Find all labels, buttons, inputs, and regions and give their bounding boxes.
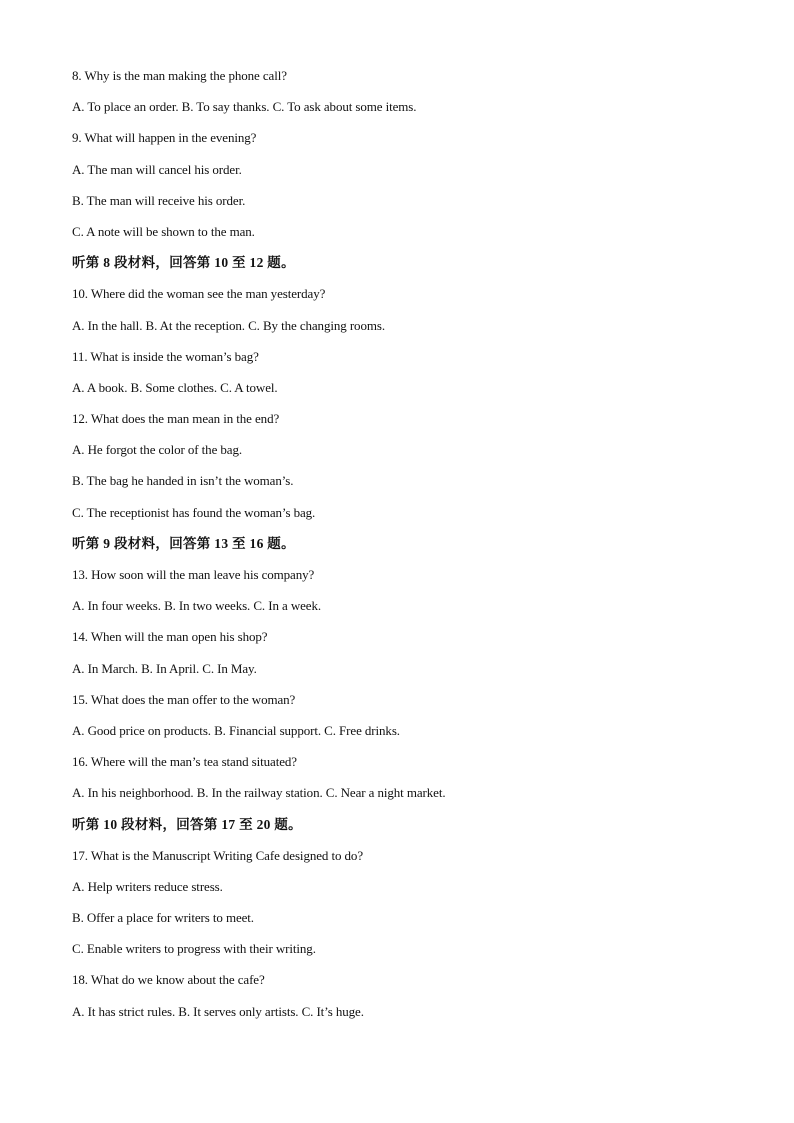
question-text: 14. When will the man open his shop? [72,629,268,645]
question-text: 17. What is the Manuscript Writing Cafe designed to do? [72,847,363,863]
question-text: 10. Where did the woman see the man yesterday? [72,286,326,302]
answer-options: A. In his neighborhood. B. In the railway station. C. Near a night market. [72,785,446,801]
answer-options: A. A book. B. Some clothes. C. A towel. [72,379,278,395]
question-text: 8. Why is the man making the phone call? [72,68,287,83]
answer-options: A. It has strict rules. B. It serves only artists. C. It’s huge. [72,1003,364,1019]
answer-options: C. Enable writers to progress with their writing. [72,941,316,957]
section-heading: 听第 9 段材料，回答第 13 至 16 题。 [72,535,295,551]
question-text: 9. What will happen in the evening? [72,130,257,146]
question-text: 15. What does the man offer to the woman? [72,691,296,707]
answer-options: A. Good price on products. B. Financial support. C. Free drinks. [72,722,400,738]
question-text: 12. What does the man mean in the end? [72,411,280,427]
question-text: 13. How soon will the man leave his company? [72,567,315,582]
answer-options: A. He forgot the color of the bag. [72,442,243,458]
section-heading: 听第 10 段材料，回答第 17 至 20 题。 [72,816,302,832]
document-page [72,66,722,1033]
answer-options: B. The man will receive his order. [72,192,246,208]
answer-options: A. In four weeks. B. In two weeks. C. In a week. [72,598,321,614]
answer-options: A. The man will cancel his order. [72,161,242,177]
answer-options: B. Offer a place for writers to meet. [72,910,254,926]
answer-options: C. A note will be shown to the man. [72,223,255,239]
answer-options: A. To place an order. B. To say thanks. C. To ask about some items. [72,99,417,115]
answer-options: A. In March. B. In April. C. In May. [72,660,257,676]
question-text: 11. What is inside the woman’s bag? [72,348,259,364]
answer-options: B. The bag he handed in isn’t the woman’s. [72,473,294,489]
section-heading: 听第 8 段材料，回答第 10 至 12 题。 [72,255,295,271]
answer-options: C. The receptionist has found the woman’s bag. [72,504,316,520]
question-text: 16. Where will the man’s tea stand situated? [72,754,297,770]
answer-options: A. In the hall. B. At the reception. C. By the changing rooms. [72,317,385,333]
answer-options: A. Help writers reduce stress. [72,878,223,894]
question-text: 18. What do we know about the cafe? [72,972,265,988]
